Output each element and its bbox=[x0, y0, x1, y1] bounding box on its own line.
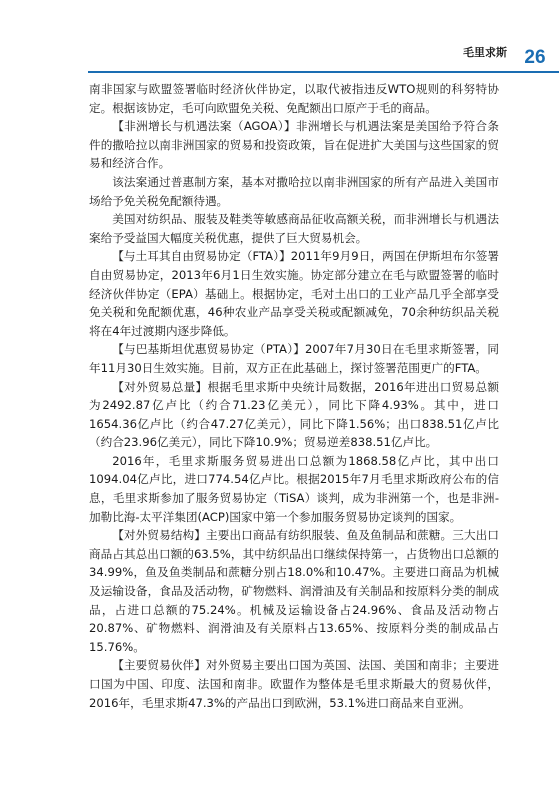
paragraph-trade-partners: 【主要贸易伙伴】对外贸易主要出口国为英国、法国、美国和南非；主要进口国为中国、印度、法国和南非。欧盟作为整体是毛里求斯最大的贸易伙伴，2016年，毛里求斯47.3%的产品出口到欧洲，53.1%进口商品来自亚洲。 bbox=[89, 658, 499, 710]
paragraph: 美国对纺织品、服装及鞋类等敏感商品征收高额关税，而非洲增长与机遇法案给予受益国大幅度关税优惠，提供了巨大贸易机会。 bbox=[89, 212, 499, 245]
header-rule bbox=[88, 71, 559, 73]
paragraph: 南非国家与欧盟签署临时经济伙伴协定，以取代被指违反WTO规则的科努特协定。根据该协定，毛可向欧盟免关税、免配额出口原产于毛的商品。 bbox=[89, 82, 499, 115]
paragraph: 该法案通过普惠制方案，基本对撒哈拉以南非洲国家的所有产品进入美国市场给予免关税免配额待遇。 bbox=[89, 174, 499, 208]
paragraph-turkey-fta: 【与土耳其自由贸易协定（FTA）】2011年9月9日，两国在伊斯坦布尔签署自由贸易协定，2013年6月1日生效实施。协定部分建立在毛与欧盟签署的临时经济伙伴协定（EPA）基础上。根据协定，毛对土出口的工业产品几乎全部享受免关税和免配额优惠，46种农业产品享受关税或配额减免，70余种纺织品关税将在4年过渡期内逐步降低。 bbox=[89, 249, 499, 338]
paragraph-services-trade: 2016年，毛里求斯服务贸易进出口总额为1868.58亿卢比，其中出口1094.04亿卢比，进口774.54亿卢比。根据2015年7月毛里求斯政府公布的信息，毛里求斯参加了服务贸易协定（TiSA）谈判，成为非洲第一个，也是非洲-加勒比海-太平洋集团(ACP)国家中第一个参加服务贸易协定谈判的国家。 bbox=[89, 453, 499, 524]
paragraph-agoa: 【非洲增长与机遇法案（AGOA）】非洲增长与机遇法案是美国给予符合条件的撒哈拉以南非洲国家的贸易和投资政策，旨在促进扩大美国与这些国家的贸易和经济合作。 bbox=[89, 119, 499, 171]
page-number: 26 bbox=[524, 47, 546, 68]
body-text bbox=[89, 80, 499, 712]
running-header-country: 毛里求斯 bbox=[463, 46, 507, 59]
paragraph-pakistan-pta: 【与巴基斯坦优惠贸易协定（PTA）】2007年7月30日在毛里求斯签署，同年11月30日生效实施。目前，双方正在此基础上，探讨签署范围更广的FTA。 bbox=[89, 342, 499, 375]
paragraph-trade-total: 【对外贸易总量】根据毛里求斯中央统计局数据，2016年进出口贸易总额为2492.87亿卢比（约合71.23亿美元），同比下降4.93%。其中，进口1654.36亿卢比（约合47.27亿美元），同比下降1.56%；出口838.51亿卢比（约合23.96亿美元），同比下降10.9%；贸易逆差838.51亿卢比。 bbox=[89, 379, 499, 450]
paragraph-trade-structure: 【对外贸易结构】主要出口商品有纺织服装、鱼及鱼制品和蔗糖。三大出口商品占其总出口额的63.5%，其中纺织品出口继续保持第一，占货物出口总额的34.99%，鱼及鱼类制品和蔗糖分别占18.0%和10.47%。主要进口商品为机械及运输设备，食品及活动物，矿物燃料、润滑油及有关制品和按原料分类的制成品，占进口总额的75.24%。机械及运输设备占24.96%、食品及活动物占20.87%、矿物燃料、润滑油及有关原料占13.65%、按原料分类的制成品占15.76%。 bbox=[89, 528, 499, 654]
